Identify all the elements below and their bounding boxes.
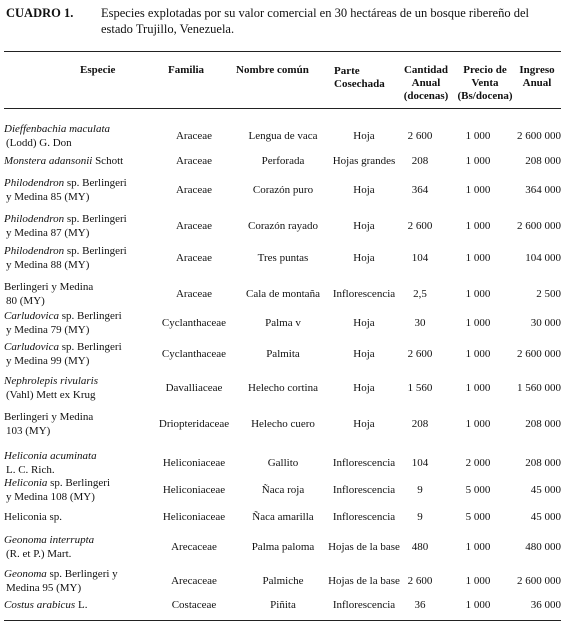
row-12-precio: 5 000 — [465, 484, 491, 496]
especie-line-2: (Vahl) Mett ex Krug — [6, 389, 96, 401]
header-familia: Familia — [168, 64, 205, 76]
row-7-especie — [4, 309, 122, 337]
row-5-familia: Araceae — [175, 252, 213, 264]
row-7-cantidad: 30 — [414, 317, 426, 329]
row-3-nombre: Corazón puro — [252, 184, 314, 196]
row-1-familia: Araceae — [175, 130, 213, 142]
row-1-precio: 1 000 — [465, 130, 491, 142]
row-11-precio: 2 000 — [465, 457, 491, 469]
row-1-nombre: Lengua de vaca — [248, 130, 318, 142]
row-4-cantidad: 2 600 — [407, 220, 433, 232]
row-11-familia: Heliconiaceae — [162, 457, 226, 469]
header-nombre: Nombre común — [236, 64, 309, 76]
header-precio: Precio de Venta (Bs/docena) — [457, 64, 513, 102]
row-16-precio: 1 000 — [465, 599, 491, 611]
especie-line-1: Heliconia sp. Berlingeri — [4, 477, 111, 489]
bottom-rule — [4, 620, 561, 621]
row-14-cantidad: 480 — [411, 541, 429, 553]
especie-line-1: Heliconia sp. — [4, 511, 63, 523]
row-5-parte: Hoja — [353, 252, 375, 264]
row-6-especie — [4, 280, 93, 308]
row-1-cantidad: 2 600 — [407, 130, 433, 142]
especie-line-2: Medina 95 (MY) — [6, 582, 82, 594]
especie-line-1: Geonoma interrupta — [4, 534, 95, 546]
row-13-familia: Heliconiaceae — [162, 511, 226, 523]
row-9-cantidad: 1 560 — [407, 382, 433, 394]
row-4-familia: Araceae — [175, 220, 213, 232]
row-4-precio: 1 000 — [465, 220, 491, 232]
especie-line-1: Carludovica sp. Berlingeri — [4, 310, 122, 322]
row-16-cantidad: 36 — [414, 599, 426, 611]
caption-label: CUADRO 1. — [6, 6, 74, 20]
especie-line-2: y Medina 108 (MY) — [6, 491, 95, 503]
row-2-precio: 1 000 — [465, 155, 491, 167]
row-4-ingreso: 2 600 000 — [517, 220, 561, 232]
row-6-nombre: Cala de montaña — [246, 288, 320, 300]
especie-line-1: Philodendron sp. Berlingeri — [4, 213, 127, 225]
especie-line-2: y Medina 88 (MY) — [6, 259, 90, 271]
row-13-parte: Inflorescencia — [332, 511, 396, 523]
row-16-ingreso: 36 000 — [530, 599, 561, 611]
row-6-familia: Araceae — [175, 288, 213, 300]
row-2-parte: Hojas grandes — [332, 155, 396, 167]
row-13-especie — [4, 510, 62, 524]
row-12-nombre: Ñaca roja — [261, 484, 305, 496]
row-14-familia: Arecaceae — [171, 541, 217, 553]
especie-line-2: y Medina 79 (MY) — [6, 324, 90, 336]
row-9-familia: Davalliaceae — [165, 382, 223, 394]
row-5-ingreso: 104 000 — [525, 252, 561, 264]
especie-line-1: Nephrolepis rivularis — [4, 375, 99, 387]
especie-line-2: (R. et P.) Mart. — [6, 548, 72, 560]
row-13-nombre: Ñaca amarilla — [252, 511, 314, 523]
row-7-nombre: Palma v — [265, 317, 301, 329]
row-13-ingreso: 45 000 — [530, 511, 561, 523]
row-2-nombre: Perforada — [261, 155, 305, 167]
row-14-especie — [4, 533, 94, 561]
especie-line-1: Geonoma sp. Berlingeri y — [4, 568, 118, 580]
row-10-cantidad: 208 — [411, 418, 429, 430]
row-15-especie — [4, 567, 118, 595]
especie-line-2: y Medina 87 (MY) — [6, 227, 90, 239]
row-2-especie — [4, 154, 123, 168]
row-8-ingreso: 2 600 000 — [517, 348, 561, 360]
row-2-cantidad: 208 — [411, 155, 429, 167]
row-14-nombre: Palma paloma — [251, 541, 315, 553]
especie-line-1: Monstera adansonii Schott — [4, 155, 124, 167]
row-1-ingreso: 2 600 000 — [517, 130, 561, 142]
especie-line-2: (Lodd) G. Don — [6, 137, 72, 149]
row-15-ingreso: 2 600 000 — [517, 575, 561, 587]
row-8-precio: 1 000 — [465, 348, 491, 360]
row-10-precio: 1 000 — [465, 418, 491, 430]
row-14-parte: Hojas de la base — [328, 541, 400, 553]
row-4-especie — [4, 212, 127, 240]
row-7-precio: 1 000 — [465, 317, 491, 329]
row-1-parte: Hoja — [353, 130, 375, 142]
row-6-precio: 1 000 — [465, 288, 491, 300]
row-12-ingreso: 45 000 — [530, 484, 561, 496]
row-16-nombre: Piñita — [270, 599, 296, 611]
row-12-cantidad: 9 — [417, 484, 423, 496]
row-10-parte: Hoja — [353, 418, 375, 430]
row-5-especie — [4, 244, 127, 272]
row-9-nombre: Helecho cortina — [248, 382, 318, 394]
row-13-precio: 5 000 — [465, 511, 491, 523]
row-7-parte: Hoja — [353, 317, 375, 329]
row-8-nombre: Palmita — [266, 348, 300, 360]
header-parte: Parte Cosechada — [334, 65, 385, 90]
row-15-cantidad: 2 600 — [407, 575, 433, 587]
row-3-parte: Hoja — [353, 184, 375, 196]
row-16-familia: Costaceae — [171, 599, 217, 611]
row-12-especie — [4, 476, 110, 504]
row-3-cantidad: 364 — [411, 184, 429, 196]
row-5-nombre: Tres puntas — [257, 252, 309, 264]
top-rule — [4, 51, 561, 52]
caption-text: Especies explotadas por su valor comercial en 30 hectáreas de un bosque ribereño del estado Trujillo, Venezuela. — [101, 6, 529, 36]
especie-line-1: Heliconia acuminata — [4, 450, 97, 462]
especie-line-1: Costus arabicus L. — [4, 599, 88, 611]
row-11-ingreso: 208 000 — [525, 457, 561, 469]
especie-line-1: Berlingeri y Medina — [4, 411, 94, 423]
row-9-parte: Hoja — [353, 382, 375, 394]
row-12-familia: Heliconiaceae — [162, 484, 226, 496]
especie-line-1: Berlingeri y Medina — [4, 281, 94, 293]
row-5-precio: 1 000 — [465, 252, 491, 264]
especie-line-2: 103 (MY) — [6, 425, 51, 437]
header-ingreso: Ingreso Anual — [519, 64, 555, 89]
row-3-precio: 1 000 — [465, 184, 491, 196]
row-6-parte: Inflorescencia — [332, 288, 396, 300]
row-8-especie — [4, 340, 122, 368]
row-9-precio: 1 000 — [465, 382, 491, 394]
row-6-ingreso: 2 500 — [536, 288, 561, 300]
especie-line-1: Dieffenbachia maculata — [4, 123, 111, 135]
row-3-ingreso: 364 000 — [525, 184, 561, 196]
row-9-ingreso: 1 560 000 — [517, 382, 561, 394]
row-7-familia: Cyclanthaceae — [161, 317, 227, 329]
header-especie: Especie — [80, 64, 116, 76]
row-14-ingreso: 480 000 — [525, 541, 561, 553]
header-cantidad: Cantidad Anual (docenas) — [403, 64, 449, 102]
especie-line-1: Philodendron sp. Berlingeri — [4, 177, 127, 189]
row-8-parte: Hoja — [353, 348, 375, 360]
especie-line-2: 80 (MY) — [6, 295, 45, 307]
row-10-ingreso: 208 000 — [525, 418, 561, 430]
row-16-parte: Inflorescencia — [332, 599, 396, 611]
row-15-precio: 1 000 — [465, 575, 491, 587]
row-11-especie — [4, 449, 97, 477]
row-11-nombre: Gallito — [267, 457, 299, 469]
row-8-familia: Cyclanthaceae — [161, 348, 227, 360]
row-14-precio: 1 000 — [465, 541, 491, 553]
row-15-parte: Hojas de la base — [328, 575, 400, 587]
row-16-especie — [4, 598, 87, 612]
row-10-familia: Driopteridaceae — [158, 418, 230, 430]
row-11-parte: Inflorescencia — [332, 457, 396, 469]
row-3-familia: Araceae — [175, 184, 213, 196]
especie-line-2: y Medina 85 (MY) — [6, 191, 90, 203]
row-3-especie — [4, 176, 127, 204]
row-15-nombre: Palmiche — [262, 575, 304, 587]
row-2-ingreso: 208 000 — [525, 155, 561, 167]
row-8-cantidad: 2 600 — [407, 348, 433, 360]
especie-line-2: y Medina 99 (MY) — [6, 355, 90, 367]
row-9-especie — [4, 374, 98, 402]
row-6-cantidad: 2,5 — [413, 288, 427, 300]
header-rule — [4, 108, 561, 109]
row-2-familia: Araceae — [175, 155, 213, 167]
especie-line-1: Carludovica sp. Berlingeri — [4, 341, 122, 353]
row-11-cantidad: 104 — [411, 457, 429, 469]
row-4-nombre: Corazón rayado — [248, 220, 318, 232]
row-13-cantidad: 9 — [417, 511, 423, 523]
row-10-especie — [4, 410, 93, 438]
row-12-parte: Inflorescencia — [332, 484, 396, 496]
row-7-ingreso: 30 000 — [530, 317, 561, 329]
especie-line-1: Philodendron sp. Berlingeri — [4, 245, 127, 257]
especie-line-2: L. C. Rich. — [6, 464, 55, 476]
row-15-familia: Arecaceae — [171, 575, 217, 587]
row-4-parte: Hoja — [353, 220, 375, 232]
row-5-cantidad: 104 — [411, 252, 429, 264]
row-1-especie — [4, 122, 110, 150]
row-10-nombre: Helecho cuero — [251, 418, 315, 430]
